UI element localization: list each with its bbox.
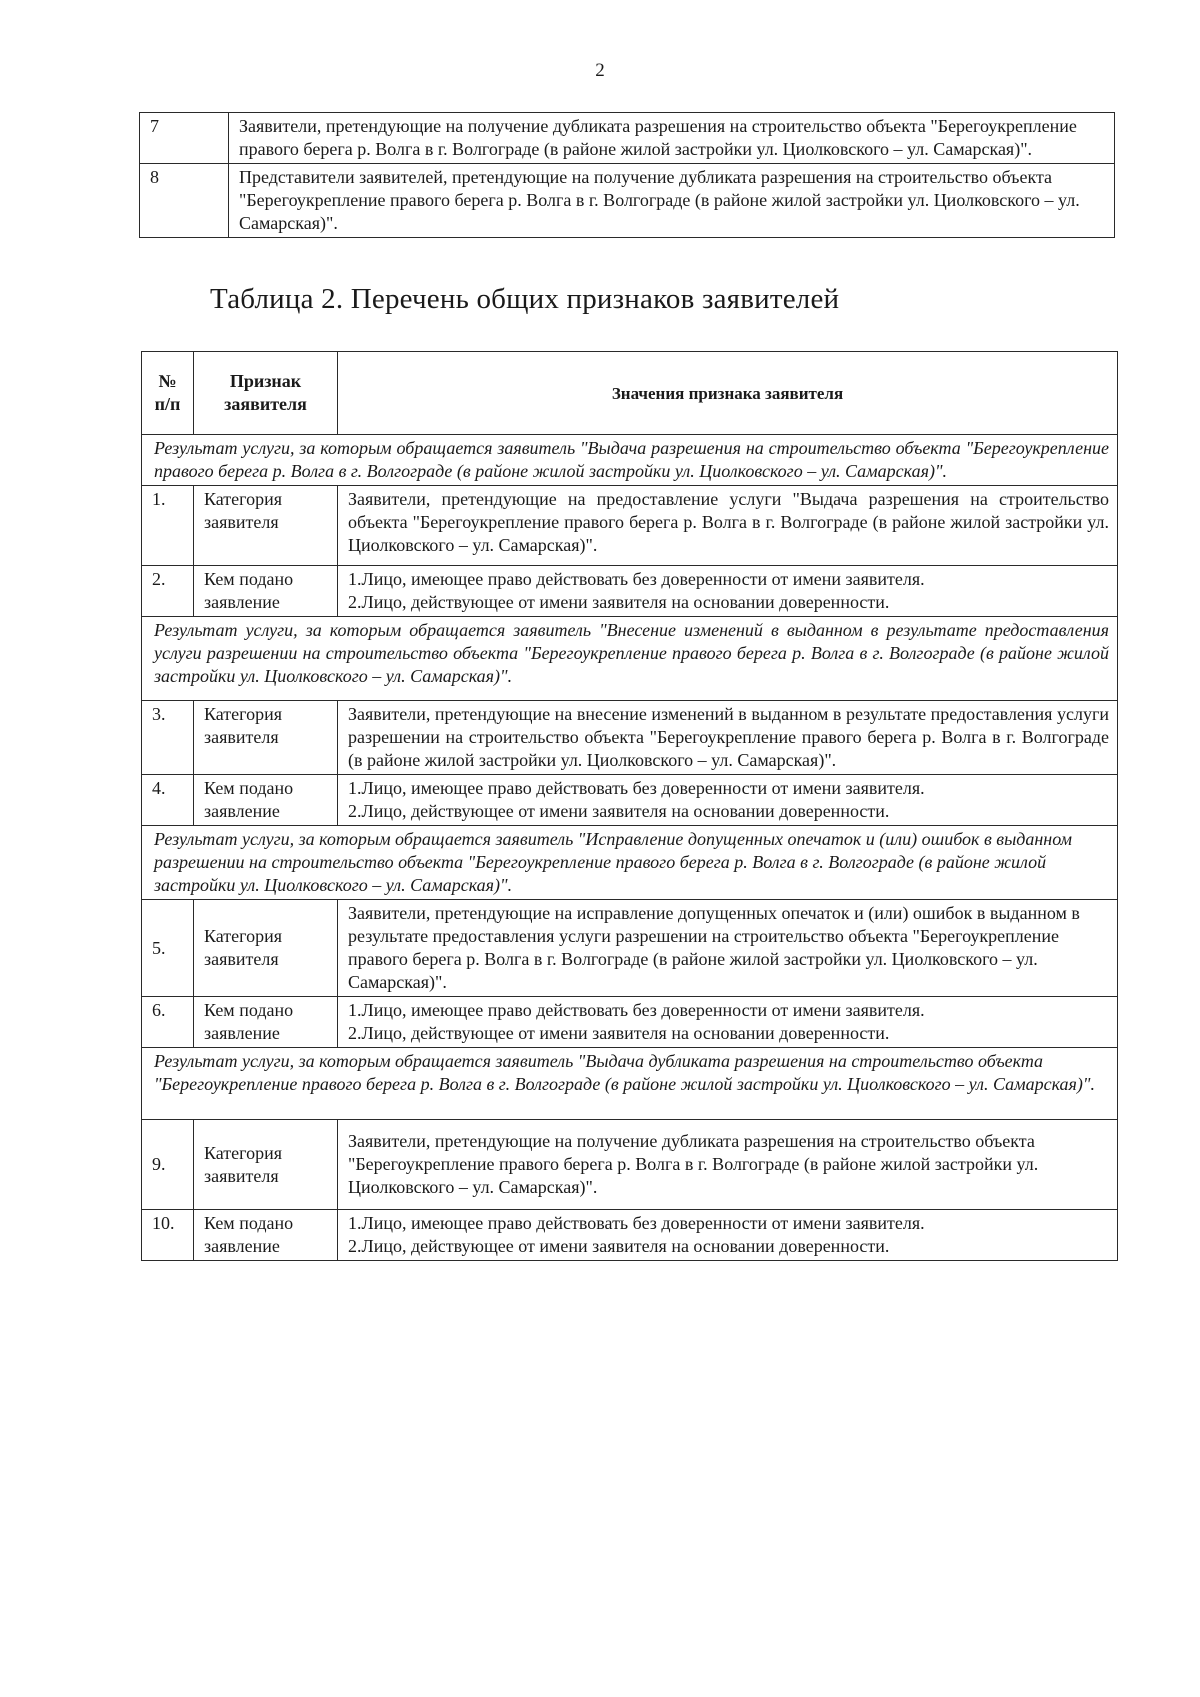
table-row	[142, 900, 1118, 997]
table-header-row	[142, 352, 1118, 435]
row-value	[338, 1210, 1118, 1261]
row-value	[338, 775, 1118, 826]
attr-line: Категория	[204, 489, 282, 509]
header-attribute-line2: заявителя	[224, 394, 307, 414]
header-attribute-line1: Признак	[229, 371, 302, 391]
section-row	[142, 1048, 1118, 1120]
value-line: 1.Лицо, имеющее право действовать без доверенности от имени заявителя.	[348, 778, 925, 798]
section-row	[142, 826, 1118, 900]
header-values: Значения признака заявителя	[338, 352, 1118, 435]
row-text: Заявители, претендующие на получение дубликата разрешения на строительство объекта "Берегоукрепление правого берега р. Волга в г. Волгограде (в районе жилой застройки ул. Циолковского – ул. Самарская)".	[229, 113, 1115, 164]
applicant-attributes-table	[141, 351, 1118, 1261]
row-value	[338, 900, 1118, 997]
row-attribute	[194, 900, 338, 997]
table-row	[140, 164, 1115, 238]
row-value	[338, 1120, 1118, 1210]
row-number: 8	[140, 164, 229, 238]
value-line: Заявители, претендующие на внесение изменений в выданном в результате предоставления услуги разрешении на строительство объекта "Берегоукрепление правого берега р. Волга в г. Волгограде (в районе жилой застройки ул. Циолковского – ул. Самарская)".	[348, 704, 1109, 770]
table-row	[142, 1210, 1118, 1261]
header-attribute	[194, 352, 338, 435]
value-line: Заявители, претендующие на исправление допущенных опечаток и (или) ошибок в выданном в результате предоставления услуги разрешении на строительство объекта "Берегоукрепление правого берега р. Волга в г. Волгограде (в районе жилой застройки ул. Циолковского – ул. Самарская)".	[348, 903, 1080, 992]
table-row	[142, 775, 1118, 826]
header-number	[142, 352, 194, 435]
value-line: 2.Лицо, действующее от имени заявителя на основании доверенности.	[348, 1236, 890, 1256]
attr-line: заявителя	[204, 949, 279, 969]
table-row	[142, 997, 1118, 1048]
row-number: 2.	[142, 566, 194, 617]
attr-line: Категория	[204, 926, 282, 946]
header-number-line1: №	[158, 371, 177, 391]
row-number: 7	[140, 113, 229, 164]
attr-line: Кем подано	[204, 778, 294, 798]
row-value	[338, 701, 1118, 775]
table-caption: Таблица 2. Перечень общих признаков заявителей	[210, 283, 840, 315]
attr-line: заявителя	[204, 1165, 279, 1186]
table-row	[140, 113, 1115, 164]
value-line: Заявители, претендующие на получение дубликата разрешения на строительство объекта "Берегоукрепление правого берега р. Волга в г. Волгограде (в районе жилой застройки ул. Циолковского – ул. Самарская)".	[348, 1131, 1039, 1197]
continuation-table	[139, 112, 1115, 238]
row-attribute	[194, 566, 338, 617]
attr-line: Категория	[204, 1142, 282, 1163]
row-attribute	[194, 1120, 338, 1210]
section-title: Результат услуги, за которым обращается заявитель "Исправление допущенных опечаток и (или) ошибок в выданном разрешении на строительство объекта "Берегоукрепление правого берега р. Волга в г. Волгограде (в районе жилой застройки ул. Циолковского – ул. Самарская)".	[142, 826, 1118, 900]
row-number: 5.	[142, 900, 194, 997]
value-line: 2.Лицо, действующее от имени заявителя на основании доверенности.	[348, 801, 890, 821]
section-row	[142, 435, 1118, 486]
attr-line: заявление	[204, 801, 280, 821]
attr-line: Кем подано	[204, 569, 294, 589]
row-number: 1.	[142, 486, 194, 566]
header-number-line2: п/п	[154, 394, 181, 414]
row-value	[338, 486, 1118, 566]
attr-line: заявление	[204, 1023, 280, 1043]
attr-line: Кем подано	[204, 1213, 294, 1233]
attr-line: Категория	[204, 704, 282, 724]
row-number: 6.	[142, 997, 194, 1048]
attr-line: заявителя	[204, 512, 279, 532]
row-attribute	[194, 486, 338, 566]
row-value	[338, 566, 1118, 617]
section-title: Результат услуги, за которым обращается заявитель "Внесение изменений в выданном в результате предоставления услуги разрешении на строительство объекта "Берегоукрепление правого берега р. Волга в г. Волгограде (в районе жилой застройки ул. Циолковского – ул. Самарская)".	[142, 617, 1118, 701]
value-line: 2.Лицо, действующее от имени заявителя на основании доверенности.	[348, 592, 890, 612]
row-number: 3.	[142, 701, 194, 775]
row-number: 10.	[142, 1210, 194, 1261]
attr-line: Кем подано	[204, 1000, 294, 1020]
row-value	[338, 997, 1118, 1048]
row-attribute	[194, 775, 338, 826]
row-attribute	[194, 997, 338, 1048]
attr-line: заявление	[204, 1236, 280, 1256]
value-line: 2.Лицо, действующее от имени заявителя на основании доверенности.	[348, 1023, 890, 1043]
attr-line: заявителя	[204, 727, 279, 747]
table-row	[142, 701, 1118, 775]
page-number: 2	[595, 60, 605, 81]
row-text: Представители заявителей, претендующие на получение дубликата разрешения на строительство объекта "Берегоукрепление правого берега р. Волга в г. Волгограде (в районе жилой застройки ул. Циолковского – ул. Самарская)".	[229, 164, 1115, 238]
value-line: Заявители, претендующие на предоставление услуги "Выдача разрешения на строительство объекта "Берегоукрепление правого берега р. Волга в г. Волгограде (в районе жилой застройки ул. Циолковского – ул. Самарская)".	[348, 489, 1109, 555]
row-attribute	[194, 1210, 338, 1261]
section-title: Результат услуги, за которым обращается заявитель "Выдача разрешения на строительство объекта "Берегоукрепление правого берега р. Волга в г. Волгограде (в районе жилой застройки ул. Циолковского – ул. Самарская)".	[142, 435, 1118, 486]
section-row	[142, 617, 1118, 701]
table-row	[142, 486, 1118, 566]
row-number: 4.	[142, 775, 194, 826]
table-row	[142, 566, 1118, 617]
value-line: 1.Лицо, имеющее право действовать без доверенности от имени заявителя.	[348, 1000, 925, 1020]
section-title: Результат услуги, за которым обращается заявитель "Выдача дубликата разрешения на строительство объекта "Берегоукрепление правого берега р. Волга в г. Волгограде (в районе жилой застройки ул. Циолковского – ул. Самарская)".	[142, 1048, 1118, 1120]
value-line: 1.Лицо, имеющее право действовать без доверенности от имени заявителя.	[348, 1213, 925, 1233]
row-number: 9.	[142, 1120, 194, 1210]
table-row	[142, 1120, 1118, 1210]
value-line: 1.Лицо, имеющее право действовать без доверенности от имени заявителя.	[348, 569, 925, 589]
attr-line: заявление	[204, 592, 280, 612]
row-attribute	[194, 701, 338, 775]
